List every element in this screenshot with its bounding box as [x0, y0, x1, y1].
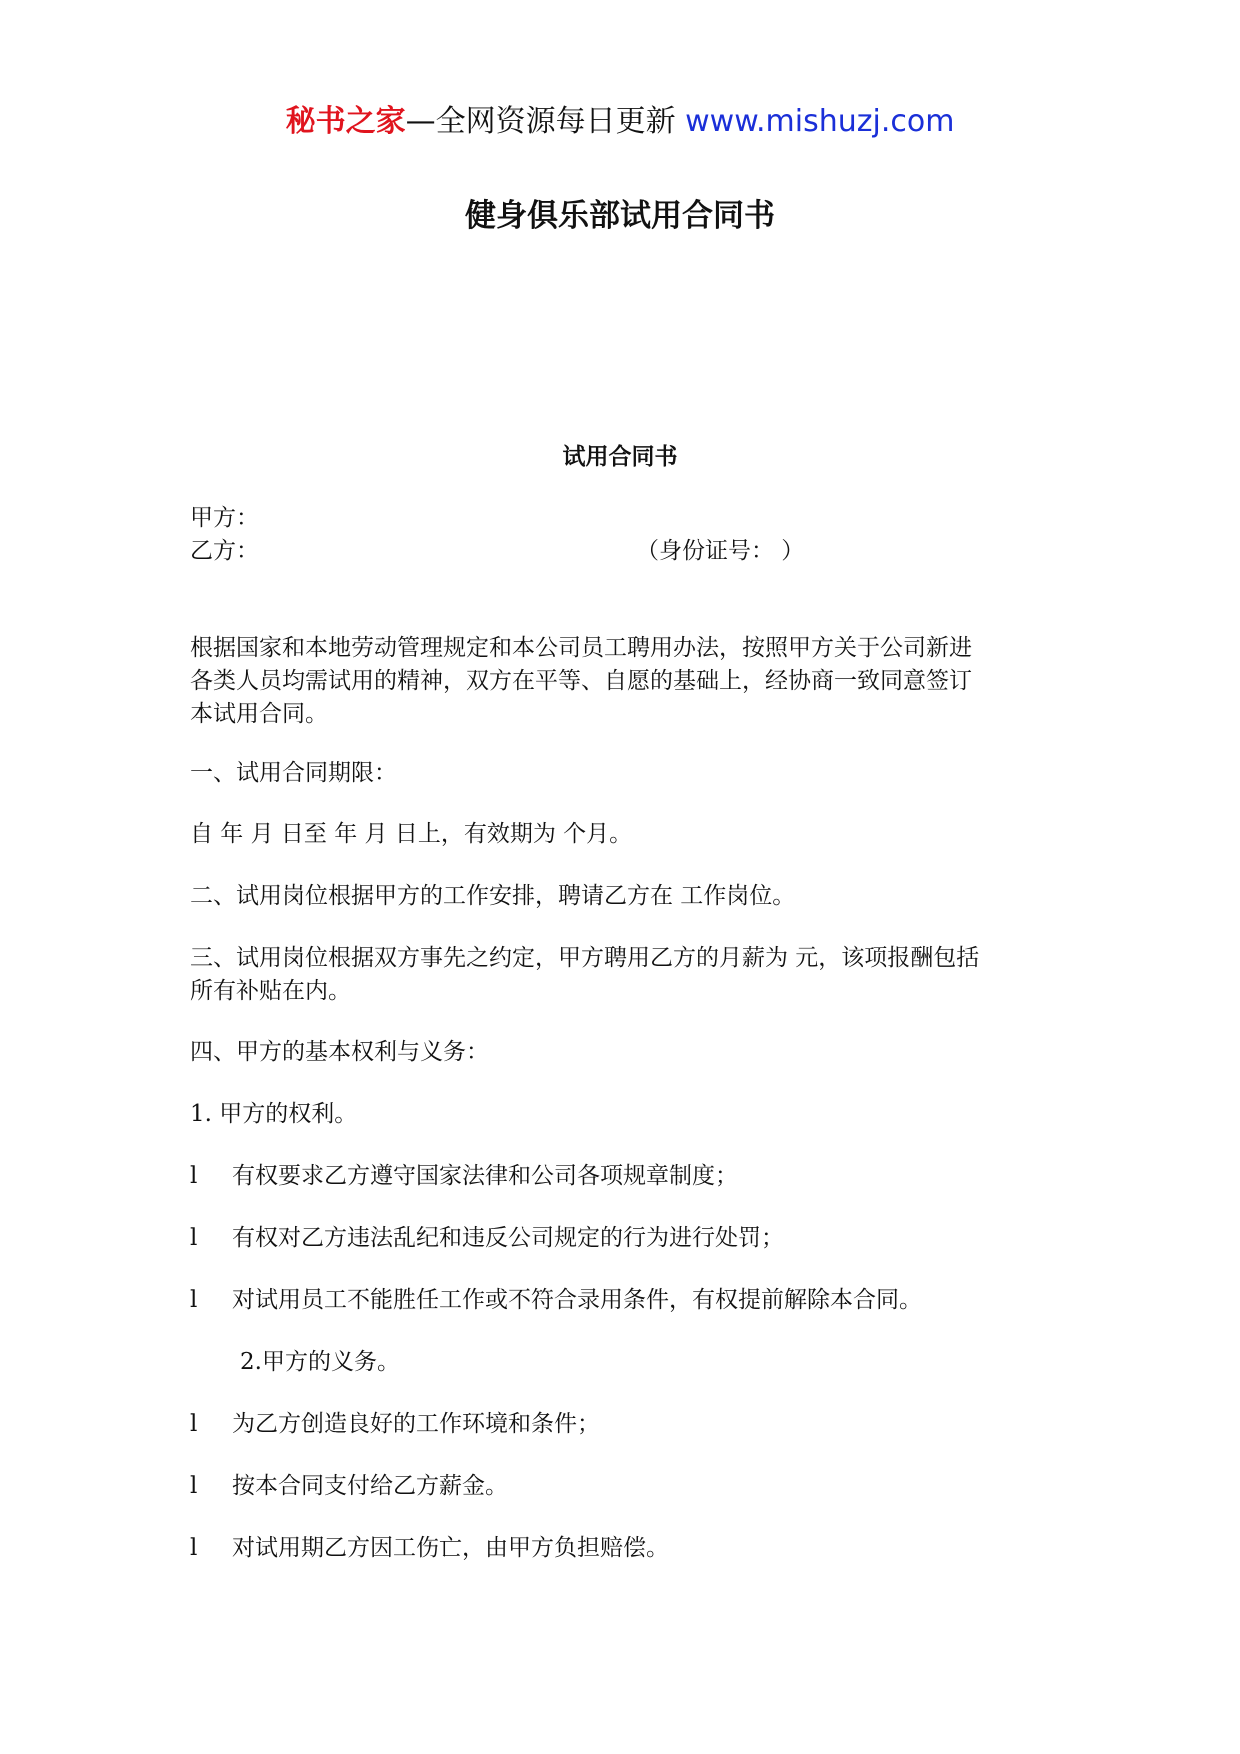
- rights-item-text: 有权对乙方违法乱纪和违反公司规定的行为进行处罚；: [232, 1225, 784, 1251]
- duties-heading: 2.甲方的义务。: [240, 1349, 400, 1375]
- party-a-line: [190, 502, 1060, 535]
- site-banner: [0, 100, 1240, 144]
- duties-item-text: 为乙方创造良好的工作环境和条件；: [232, 1411, 600, 1437]
- party-b-line: [190, 535, 1060, 568]
- preamble-paragraph: [190, 632, 1060, 731]
- preamble-line: 根据国家和本地劳动管理规定和本公司员工聘用办法，按照甲方关于公司新进: [190, 635, 972, 661]
- section3-line: 所有补贴在内。: [190, 978, 351, 1004]
- duties-item: [190, 1532, 1060, 1565]
- bullet-marker: l: [190, 1287, 198, 1313]
- rights-item-text: 有权要求乙方遵守国家法律和公司各项规章制度；: [232, 1163, 738, 1189]
- section4-heading: 四、甲方的基本权利与义务：: [190, 1039, 489, 1065]
- banner-url-link[interactable]: www.mishuzj.com: [685, 104, 955, 139]
- duties-item: [190, 1470, 1060, 1503]
- section1-term: 自 年 月 日至 年 月 日上，有效期为 个月。: [190, 821, 633, 847]
- duties-item: [190, 1408, 1060, 1441]
- bullet-marker: l: [190, 1225, 198, 1251]
- preamble-line: 本试用合同。: [190, 701, 328, 727]
- contract-subtitle: 试用合同书: [562, 444, 678, 470]
- rights-heading: 1. 甲方的权利。: [190, 1101, 358, 1127]
- document-title: 健身俱乐部试用合同书: [465, 198, 775, 234]
- rights-item: [190, 1160, 1060, 1193]
- party-b-label: 乙方：: [190, 538, 259, 564]
- preamble-line: 各类人员均需试用的精神，双方在平等、自愿的基础上，经协商一致同意签订: [190, 668, 972, 694]
- bullet-marker: l: [190, 1411, 198, 1437]
- duties-item-text: 按本合同支付给乙方薪金。: [232, 1473, 508, 1499]
- section2-paragraph: 二、试用岗位根据甲方的工作安排，聘请乙方在 工作岗位。: [190, 883, 796, 909]
- banner-brand: 秘书之家: [285, 104, 406, 139]
- section3-line: 三、试用岗位根据双方事先之约定，甲方聘用乙方的月薪为 元，该项报酬包括: [190, 945, 980, 971]
- rights-item-text: 对试用员工不能胜任工作或不符合录用条件，有权提前解除本合同。: [232, 1287, 922, 1313]
- section3-paragraph: [190, 942, 1060, 1008]
- bullet-marker: l: [190, 1473, 198, 1499]
- duties-item-text: 对试用期乙方因工伤亡，由甲方负担赔偿。: [232, 1535, 669, 1561]
- rights-item: [190, 1284, 1060, 1317]
- banner-tagline: —全网资源每日更新: [405, 104, 686, 139]
- bullet-marker: l: [190, 1535, 198, 1561]
- party-b-id-label: （身份证号： ）: [636, 538, 805, 564]
- rights-item: [190, 1222, 1060, 1255]
- party-a-label: 甲方：: [190, 505, 259, 531]
- section1-heading: 一、试用合同期限：: [190, 760, 397, 786]
- bullet-marker: l: [190, 1163, 198, 1189]
